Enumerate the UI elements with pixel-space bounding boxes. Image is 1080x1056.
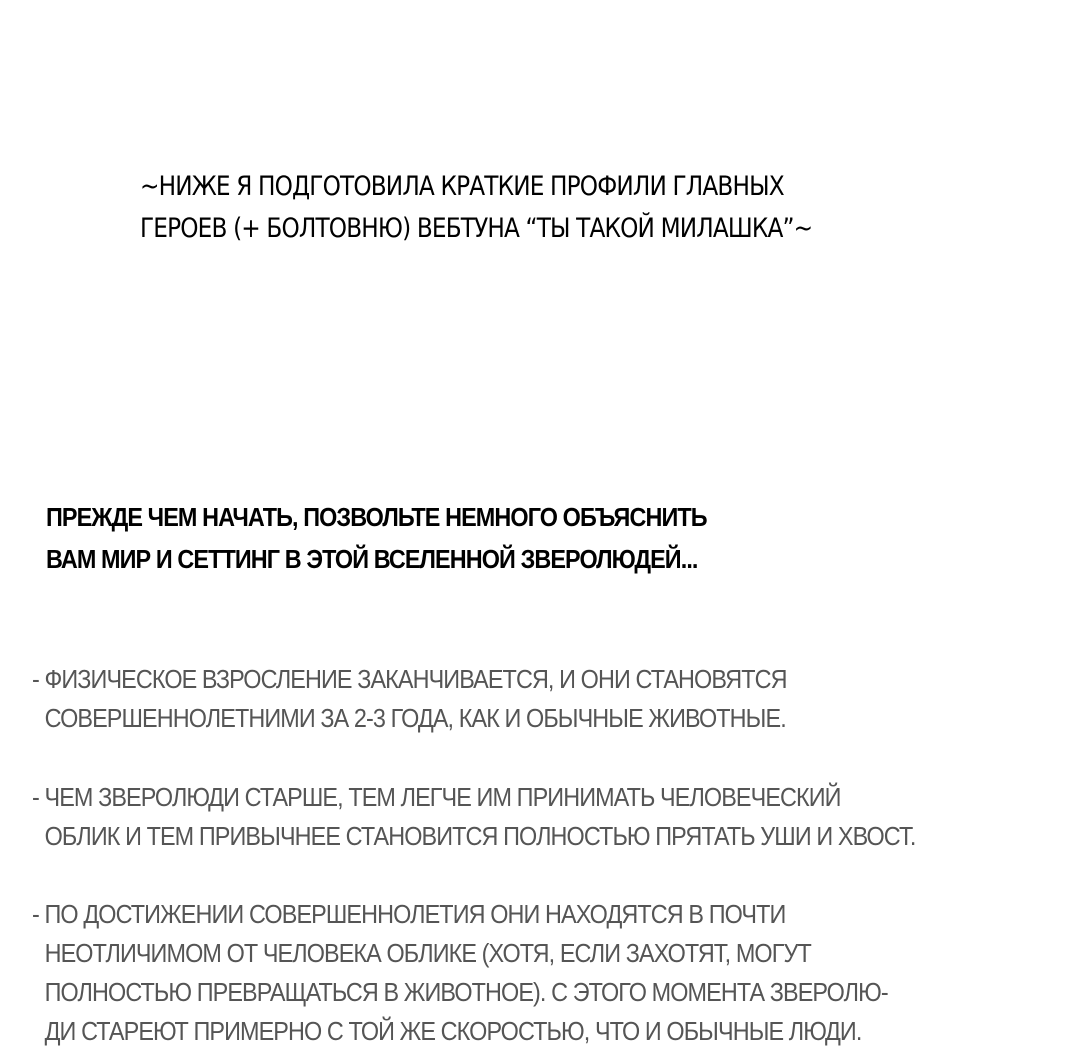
fact-line: ДИ СТАРЕЮТ ПРИМЕРНО С ТОЙ ЖЕ СКОРОСТЬЮ, ЧТО И ОБЫЧНЫЕ ЛЮДИ. [44,1016,862,1046]
title-line-1: ~НИЖЕ Я ПОДГОТОВИЛА КРАТКИЕ ПРОФИЛИ ГЛАВНЫХ [140,171,784,202]
intro-line-1: ПРЕЖДЕ ЧЕМ НАЧАТЬ, ПОЗВОЛЬТЕ НЕМНОГО ОБЪЯСНИТЬ [46,502,707,532]
world-intro-text [46,496,780,580]
fact-line: ПОЛНОСТЬЮ ПРЕВРАЩАТЬСЯ В ЖИВОТНОЕ). С ЭТОГО МОМЕНТА ЗВЕРОЛЮ- [44,977,888,1007]
fact-line: - ЧЕМ ЗВЕРОЛЮДИ СТАРШЕ, ТЕМ ЛЕГЧЕ ИМ ПРИНИМАТЬ ЧЕЛОВЕЧЕСКИЙ [32,782,841,812]
title-line-2: ГЕРОЕВ (+ БОЛТОВНЮ) ВЕБТУНА “ТЫ ТАКОЙ МИЛАШКА”~ [140,213,813,244]
intro-title [140,166,922,250]
fact-line: - ФИЗИЧЕСКОЕ ВЗРОСЛЕНИЕ ЗАКАНЧИВАЕТСЯ, И ОНИ СТАНОВЯТСЯ [32,664,787,694]
fact-line: НЕОТЛИЧИМОМ ОТ ЧЕЛОВЕКА ОБЛИКЕ (ХОТЯ, ЕСЛИ ЗАХОТЯТ, МОГУТ [44,938,811,968]
fact-line: СОВЕРШЕННОЛЕТНИМИ ЗА 2-3 ГОДА, КАК И ОБЫЧНЫЕ ЖИВОТНЫЕ. [44,703,786,733]
fact-line: ОБЛИК И ТЕМ ПРИВЫЧНЕЕ СТАНОВИТСЯ ПОЛНОСТЬЮ ПРЯТАТЬ УШИ И ХВОСТ. [44,821,916,851]
fact-item-human-form [32,778,1014,856]
intro-line-2: ВАМ МИР И СЕТТИНГ В ЭТОЙ ВСЕЛЕННОЙ ЗВЕРОЛЮДЕЙ... [46,544,698,574]
fact-item-aging [32,895,983,1051]
fact-line: - ПО ДОСТИЖЕНИИ СОВЕРШЕННОЛЕТИЯ ОНИ НАХОДЯТСЯ В ПОЧТИ [32,899,786,929]
fact-item-maturity [32,660,871,738]
